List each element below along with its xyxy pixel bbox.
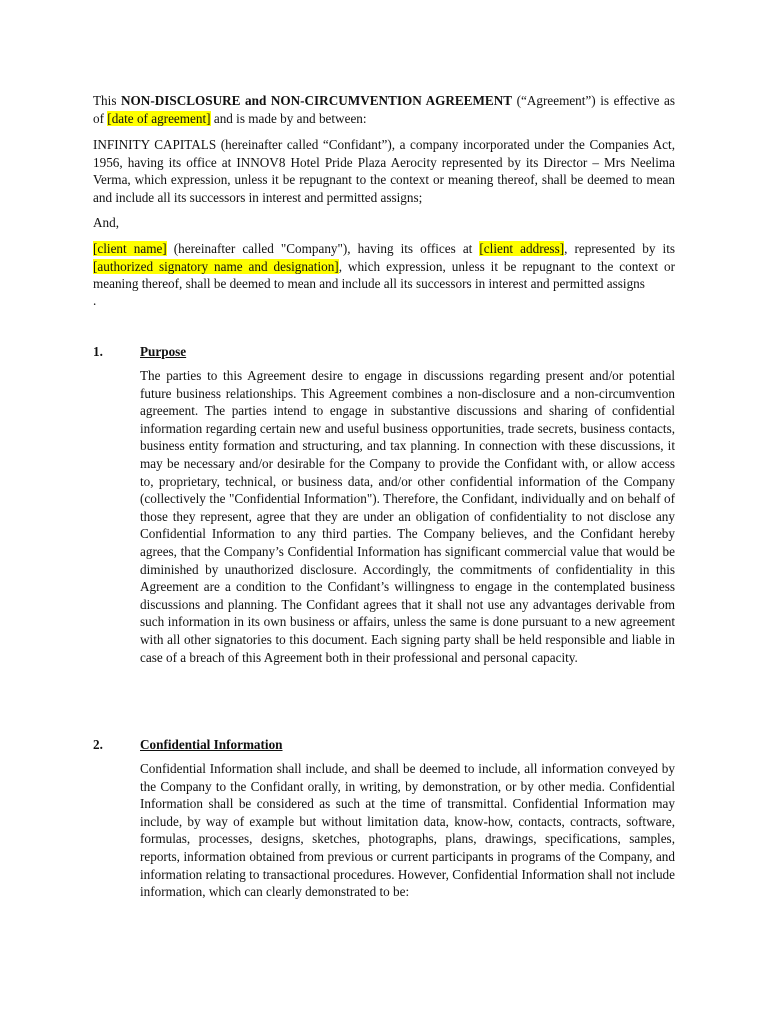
section-number: 1. <box>93 344 103 359</box>
client-name-placeholder: [client name] <box>93 241 167 256</box>
date-placeholder: [date of agreement] <box>107 110 211 126</box>
intro-after-title: (“Agreement”) is effective as of <box>93 93 676 126</box>
section-title-purpose: Purpose <box>140 344 187 359</box>
signatory-placeholder: [authorized signatory name and designation] <box>93 258 339 274</box>
company-text-2: , represented by its <box>564 241 675 256</box>
and-line: And, <box>93 215 120 230</box>
section-body-confidential-information: Confidential Information shall include, and shall be deemed to include, all information conveyed by the Company to the Confidant orally, in writing, by demonstration, or by other media. Confidential Information shall be considered as such at the time of transmittal. Confidential Information may include, by way of example but without limitation data, know-how, contacts, contracts, software, formulas, processes, designs, sketches, photographs, plans, drawings, specifications, samples, reports, information obtained from previous or current participants in programs of the Company, and information relating to transactional procedures. However, Confidential Information shall not include information, which can clearly demonstrated to be: <box>140 761 675 900</box>
confidant-paragraph: INFINITY CAPITALS (hereinafter called “Confidant”), a company incorporated under the Companies Act, 1956, having its office at INNOV8 Hotel Pride Plaza Aerocity represented by its Director – Mrs Neelima Verma, which expression, unless it be repugnant to the context or meaning thereof, shall be deemed to mean and include all its successors in interest and permitted assigns; <box>93 137 675 205</box>
section-title-confidential-information: Confidential Information <box>140 737 283 752</box>
client-address-placeholder: [client address] <box>479 241 565 256</box>
company-paragraph-end: . <box>93 293 97 308</box>
intro-tail: and is made by and between: <box>210 110 367 126</box>
preamble-intro <box>93 92 675 127</box>
company-paragraph <box>93 240 675 293</box>
agreement-title: NON-DISCLOSURE and NON-CIRCUMVENTION AGREEMENT <box>121 93 513 108</box>
intro-this: This <box>93 93 117 108</box>
company-text-1: (hereinafter called "Company"), having its offices at <box>166 241 480 256</box>
section-body-purpose: The parties to this Agreement desire to engage in discussions regarding present and/or potential future business relationships. This Agreement combines a non-disclosure and a non-circumvention agreement. The parties intend to engage in substantive discussions and sharing of confidential information regarding certain new and useful business opportunities, trade secrets, business contacts, business entity formation and structuring, and tax planning. In connection with these discussions, it may be necessary and/or desirable for the Company to provide the Confidant with, or allow access to, proprietary, technical, or business data, and/or other confidential information of the Company (collectively the "Confidential Information"). Therefore, the Confidant, individually and on behalf of those they represent, agree that they are under an obligation of confidentiality to not disclose any Confidential Information to any third parties. The Company believes, and the Confidant hereby agrees, that the Company’s Confidential Information has significant commercial value that would be diminished by unauthorized disclosure. Accordingly, the commitments of confidentiality in this Agreement are a condition to the Confidant’s willingness to engage in the contemplated business discussions and planning. The Confidant agrees that it shall not use any advantages derivable from such information in its own business or affairs, unless the same is done pursuant to a new agreement with all other signatories to this document. Each signing party shall be held responsible and liable in case of a breach of this Agreement both in their professional and personal capacity. <box>140 368 675 665</box>
company-text-3: , which expression, unless it be repugnant to the context or meaning thereof, shall be deemed to mean and include all its successors in interest and permitted assigns <box>93 258 675 292</box>
section-number: 2. <box>93 737 103 752</box>
